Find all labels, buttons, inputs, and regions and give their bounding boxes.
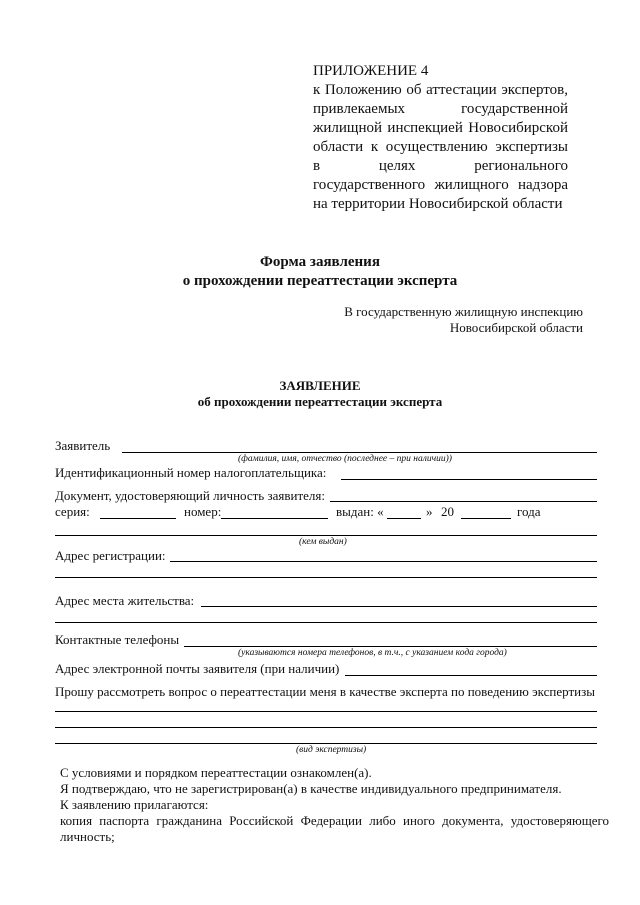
- form-title-line2: о прохождении переаттестации эксперта: [182, 273, 458, 289]
- expertise-input-line-3[interactable]: [55, 743, 597, 744]
- inn-input-line[interactable]: [341, 479, 597, 480]
- residence-input-line[interactable]: [201, 606, 597, 607]
- attached-text: К заявлению прилагаются:: [60, 797, 209, 812]
- appendix-block: [313, 62, 568, 214]
- series-label: серия:: [55, 504, 90, 519]
- appendix-line: жилищной инспекцией Новосибирской: [313, 120, 568, 136]
- expertise-input-line-2[interactable]: [55, 727, 597, 728]
- issued-year-input-line[interactable]: [461, 518, 511, 519]
- reg-address-label: Адрес регистрации:: [55, 548, 166, 563]
- phones-hint: (указываются номера телефонов, в т.ч., с указанием кода города): [238, 648, 507, 658]
- series-input-line[interactable]: [100, 518, 176, 519]
- appendix-line: привлекаемых государственной: [313, 101, 568, 117]
- applicant-hint: (фамилия, имя, отчество (последнее – при наличии)): [238, 454, 452, 464]
- phones-label: Контактные телефоны: [55, 632, 180, 647]
- number-label: номер:: [184, 504, 222, 519]
- expertise-input-line-1[interactable]: [55, 711, 597, 712]
- appendix-line: государственного жилищного надзора: [313, 177, 568, 193]
- quote-close: »: [426, 504, 433, 519]
- email-input-line[interactable]: [345, 675, 597, 676]
- issued-by-input-line[interactable]: [55, 535, 597, 536]
- request-text: Прошу рассмотреть вопрос о переаттестации меня в качестве эксперта по поведению экспертизы: [55, 684, 595, 699]
- statement-subtitle: об прохождении переаттестации эксперта: [197, 394, 443, 409]
- form-title-line1: Форма заявления: [260, 254, 380, 270]
- residence-label: Адрес места жительства:: [55, 593, 195, 608]
- email-label: Адрес электронной почты заявителя (при наличии): [55, 661, 340, 676]
- year-prefix: 20: [441, 504, 454, 519]
- statement-title: ЗАЯВЛЕНИЕ: [279, 378, 361, 393]
- number-input-line[interactable]: [221, 518, 328, 519]
- applicant-input-line[interactable]: [122, 452, 597, 453]
- issued-day-input-line[interactable]: [387, 518, 421, 519]
- applicant-label: Заявитель: [55, 438, 111, 453]
- acknowledged-text: С условиями и порядком переаттестации ознакомлен(а).: [60, 765, 372, 780]
- id-doc-input-line[interactable]: [330, 501, 597, 502]
- appendix-line: в целях регионального: [313, 158, 568, 174]
- residence-input-line-2[interactable]: [55, 622, 597, 623]
- appendix-line: области к осуществлению экспертизы: [313, 139, 568, 155]
- appendix-line: на территории Новосибирской области: [313, 196, 563, 212]
- confirm-text: Я подтверждаю, что не зарегистрирован(а) в качестве индивидуального предпринимателя.: [60, 781, 562, 796]
- issued-by-hint: (кем выдан): [299, 537, 347, 547]
- id-doc-label: Документ, удостоверяющий личность заявителя:: [55, 488, 325, 503]
- passport-copy-text: копия паспорта гражданина Российской Федерации либо иного документа, удостоверяющего личность;: [60, 813, 609, 844]
- inn-label: Идентификационный номер налогоплательщика:: [55, 465, 327, 480]
- issued-label: выдан: «: [336, 504, 384, 519]
- reg-address-input-line[interactable]: [170, 561, 597, 562]
- phones-input-line[interactable]: [184, 646, 597, 647]
- appendix-line: к Положению об аттестации экспертов,: [313, 82, 568, 98]
- expertise-hint: (вид экспертизы): [296, 745, 367, 755]
- addressee-line2: Новосибирской области: [449, 320, 583, 335]
- year-suffix: года: [517, 504, 541, 519]
- reg-address-input-line-2[interactable]: [55, 577, 597, 578]
- addressee-line1: В государственную жилищную инспекцию: [344, 304, 583, 319]
- appendix-heading: ПРИЛОЖЕНИЕ 4: [313, 63, 429, 79]
